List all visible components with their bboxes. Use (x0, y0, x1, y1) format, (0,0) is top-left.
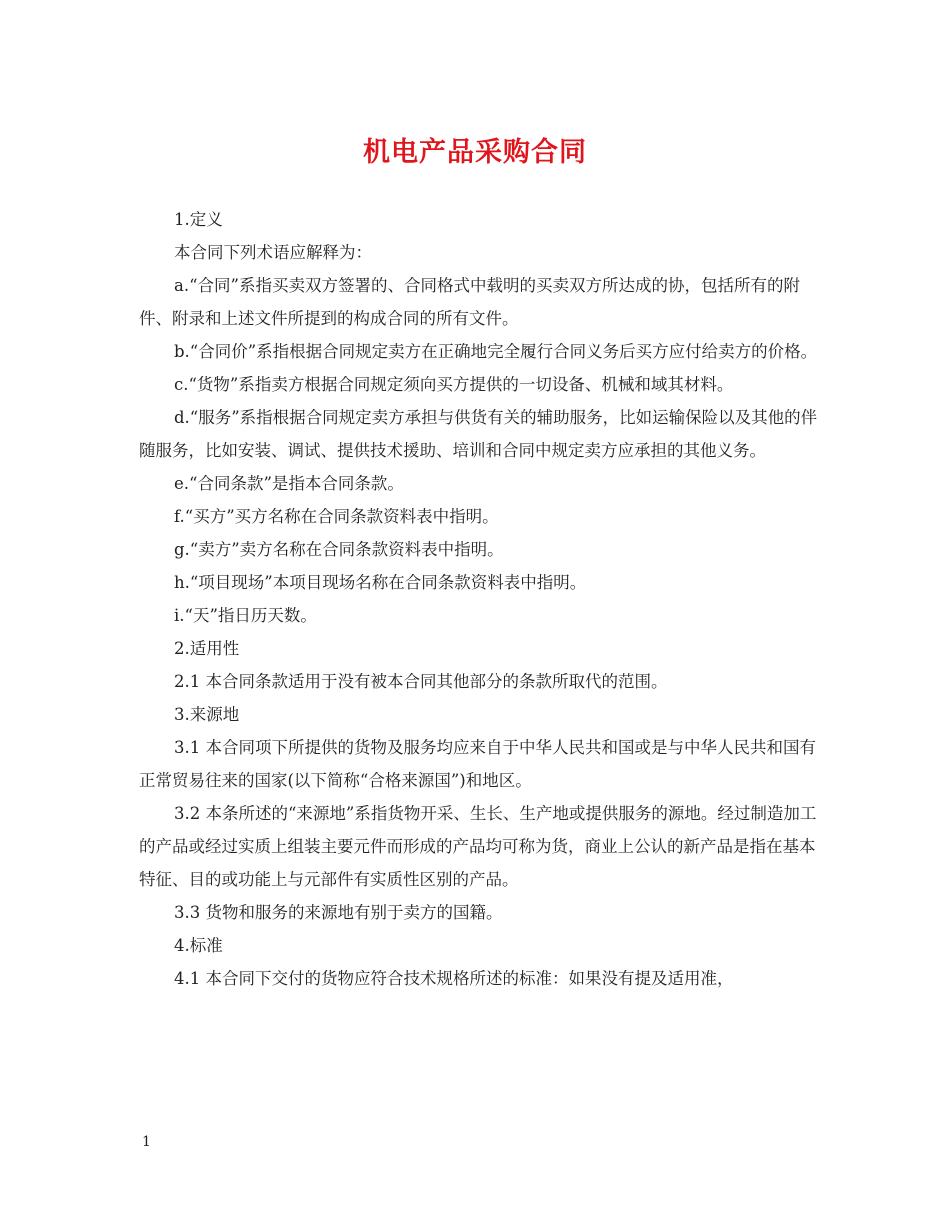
page-number: 1 (142, 1134, 151, 1150)
paragraph: 本合同下列术语应解释为： (174, 243, 372, 262)
paragraph: 4.标准 (174, 936, 223, 955)
paragraph: 2.1 本合同条款适用于没有被本合同其他部分的条款所取代的范围。 (174, 672, 668, 691)
paragraph: f.“买方”买方名称在合同条款资料表中指明。 (174, 507, 499, 526)
paragraph: d.“服务”系指根据合同规定卖方承担与供货有关的辅助服务，比如运输保险以及其他的伴随服务，比如安装、调试、提供技术援助、培训和合同中规定卖方应承担的其他义务。 (139, 408, 818, 460)
paragraph: 3.3 货物和服务的来源地有别于卖方的国籍。 (174, 903, 503, 922)
document-title: 机电产品采购合同 (363, 137, 587, 168)
paragraph: 3.来源地 (174, 705, 240, 724)
paragraph: 2.适用性 (174, 639, 240, 658)
paragraph: a.“合同”系指买卖双方签署的、合同格式中载明的买卖双方所达成的协，包括所有的附件、附录和上述文件所提到的构成合同的所有文件。 (139, 276, 800, 328)
paragraph: 3.1 本合同项下所提供的货物及服务均应来自于中华人民共和国或是与中华人民共和国有正常贸易往来的国家(以下简称“合格来源国”)和地区。 (139, 738, 816, 790)
paragraph: 1.定义 (174, 210, 223, 229)
paragraph: c.“货物”系指卖方根据合同规定须向买方提供的一切设备、机械和域其材料。 (174, 375, 734, 394)
document-body (139, 203, 819, 995)
paragraph: e.“合同条款”是指本合同条款。 (174, 474, 404, 493)
paragraph: 3.2 本条所述的“来源地”系指货物开采、生长、生产地或提供服务的源地。经过制造加工的产品或经过实质上组装主要元件而形成的产品均可称为货，商业上公认的新产品是指在基本特征、目的或功能上与元部件有实质性区别的产品。 (139, 804, 817, 889)
paragraph: b.“合同价”系指根据合同规定卖方在正确地完全履行合同义务后买方应付给卖方的价格。 (174, 342, 818, 361)
paragraph: 4.1 本合同下交付的货物应符合技术规格所述的标准：如果没有提及适用准， (174, 969, 734, 988)
paragraph: h.“项目现场”本项目现场名称在合同条款资料表中指明。 (174, 573, 587, 592)
paragraph: g.“卖方”卖方名称在合同条款资料表中指明。 (174, 540, 504, 559)
paragraph: i.“天”指日历天数。 (174, 606, 317, 625)
